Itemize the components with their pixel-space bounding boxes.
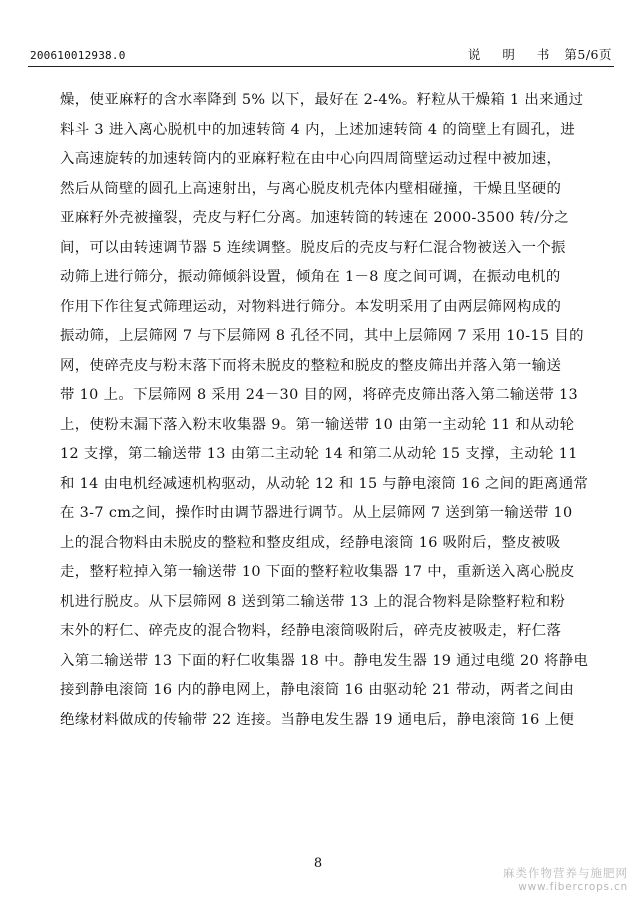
text-line: 带 10 上。下层筛网 8 采用 24－30 目的网，将碎壳皮筛出落入第二输送带 13 bbox=[60, 387, 579, 403]
application-number: 200610012938.0 bbox=[30, 49, 126, 62]
page-number: 8 bbox=[313, 856, 323, 871]
text-line: 动筛上进行筛分，振动筛倾斜设置，倾角在 1－8 度之间可调，在振动电机的 bbox=[60, 269, 561, 285]
text-line: 料斗 3 进入离心脱机中的加速转筒 4 内，上述加速转筒 4 的筒壁上有圆孔，进 bbox=[60, 121, 576, 138]
text-line: 绝缘材料做成的传输带 22 连接。当静电发生器 19 通电后，静电滚筒 16 上便 bbox=[60, 711, 575, 728]
text-line: 振动筛，上层筛网 7 与下层筛网 8 孔径不同，其中上层筛网 7 采用 10-15 目的 bbox=[60, 328, 584, 344]
text-line: 入第二输送带 13 下面的籽仁收集器 18 中。静电发生器 19 通过电缆 20 将静电 bbox=[60, 652, 589, 669]
watermark bbox=[458, 866, 628, 894]
text-line: 接到静电滚筒 16 内的静电网上，静电滚筒 16 由驱动轮 21 带动，两者之间由 bbox=[60, 682, 575, 698]
watermark-url: www.fibercrops.cn bbox=[518, 881, 628, 893]
text-line: 间，可以由转速调节器 5 连续调整。脱皮后的壳皮与籽仁混合物被送入一个振 bbox=[60, 239, 566, 256]
section-label: 说 明 书 bbox=[467, 47, 559, 62]
text-line: 入高速旋转的加速转筒内的亚麻籽粒在由中心向四周筒壁运动过程中被加速， bbox=[60, 151, 562, 167]
text-line: 上，使粉末漏下落入粉末收集器 9。第一输送带 10 由第一主动轮 11 和从动轮 bbox=[60, 416, 575, 433]
text-line: 上的混合物料由未脱皮的整粒和整皮组成，经静电滚筒 16 吸附后，整皮被吸 bbox=[60, 534, 561, 551]
text-line: 燥，使亚麻籽的含水率降到 5% 以下，最好在 2-4%。籽粒从干燥箱 1 出来通过 bbox=[60, 92, 584, 108]
text-line: 在 3-7 cm之间，操作时由调节器进行调节。从上层筛网 7 送到第一输送带 10 bbox=[60, 505, 573, 521]
text-line: 末外的籽仁、碎壳皮的混合物料，经静电滚筒吸附后，碎壳皮被吸走，籽仁落 bbox=[60, 623, 562, 639]
text-line: 12 支撑，第二输送带 13 由第二主动轮 14 和第二从动轮 15 支撑，主动轮 11 bbox=[60, 446, 578, 462]
text-line: 亚麻籽外壳被撞裂，壳皮与籽仁分离。加速转筒的转速在 2000-3500 转/分之 bbox=[60, 210, 570, 226]
watermark-site-name: 麻类作物营养与施肥网 bbox=[503, 866, 628, 880]
page-indicator: 第5/6页 bbox=[564, 47, 612, 62]
text-line: 网，使碎壳皮与粉末落下而将未脱皮的整粒和脱皮的整皮筛出并落入第一输送 bbox=[60, 357, 562, 374]
text-line: 机进行脱皮。从下层筛网 8 送到第二输送带 13 上的混合物料是除整籽粒和粉 bbox=[60, 593, 566, 610]
text-line: 然后从筒壁的圆孔上高速射出，与离心脱皮机壳体内壁相碰撞，干燥且坚硬的 bbox=[60, 180, 562, 197]
page-header bbox=[28, 44, 614, 67]
body-text bbox=[60, 86, 600, 735]
text-line: 作用下作往复式筛理运动，对物料进行筛分。本发明采用了由两层筛网构成的 bbox=[60, 298, 562, 315]
text-line: 和 14 由电机经减速机构驱动，从动轮 12 和 15 与静电滚筒 16 之间的距离通常 bbox=[60, 475, 589, 492]
text-line: 走，整籽粒掉入第一输送带 10 下面的整籽粒收集器 17 中，重新送入离心脱皮 bbox=[60, 564, 575, 580]
header-right bbox=[468, 45, 612, 63]
